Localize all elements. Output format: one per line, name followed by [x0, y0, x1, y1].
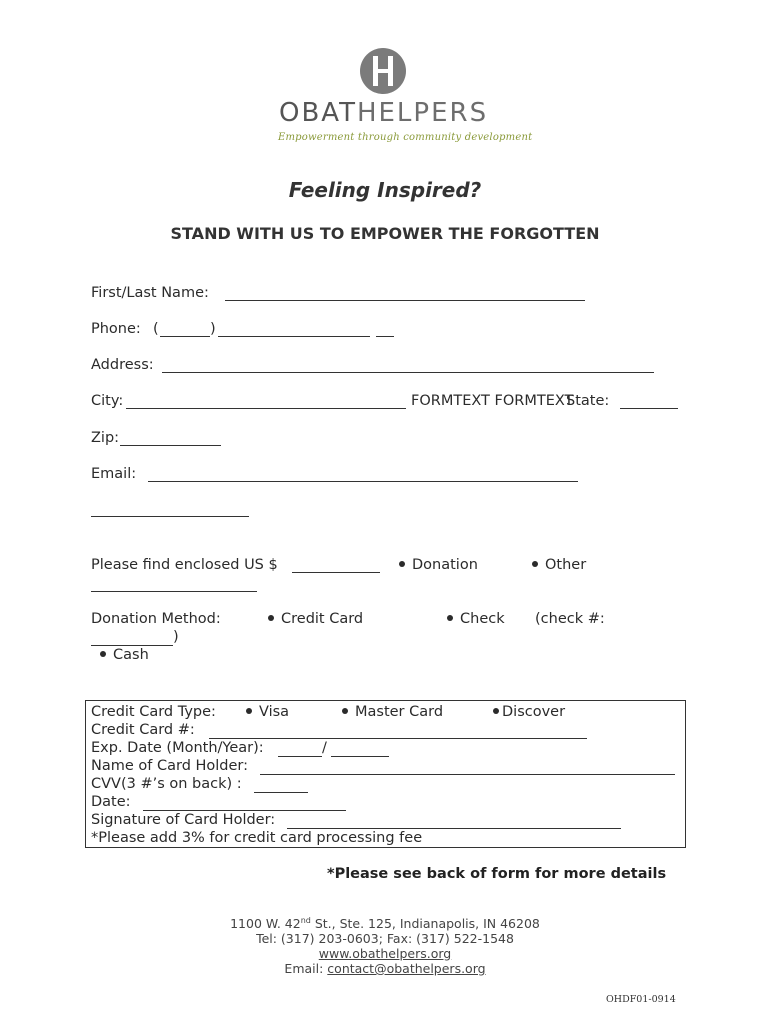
footer-email-link[interactable]: contact@obathelpers.org — [327, 961, 486, 976]
cash-option[interactable] — [100, 646, 149, 664]
other-bullet-icon — [532, 561, 538, 567]
discover-bullet-icon — [493, 708, 499, 714]
zip-field[interactable] — [120, 445, 221, 446]
phone-number-field[interactable] — [218, 336, 370, 337]
exp-year-field[interactable] — [331, 756, 389, 757]
check-option[interactable] — [447, 610, 505, 628]
visa-bullet-icon — [246, 708, 252, 714]
address-field[interactable] — [162, 372, 654, 373]
credit-card-option[interactable] — [268, 610, 363, 628]
footer-address — [0, 916, 770, 931]
footer-address-end: St., Ste. 125, Indianapolis, IN 46208 — [310, 916, 540, 932]
state-label: State: — [566, 393, 610, 409]
card-holder-label: Name of Card Holder: — [91, 758, 249, 774]
logo-brand-bold: OBAT — [279, 98, 357, 128]
logo-h-icon — [360, 48, 406, 94]
name-field[interactable] — [225, 300, 585, 301]
phone-paren-close: ) — [210, 321, 216, 337]
mastercard-option[interactable] — [342, 703, 443, 721]
discover-label: Discover — [502, 704, 566, 720]
cvv-field[interactable] — [254, 792, 308, 793]
visa-option[interactable] — [246, 703, 289, 721]
donation-bullet-icon — [399, 561, 405, 567]
form-code: OHDF01-0914 — [606, 994, 676, 1005]
phone-area-field[interactable] — [160, 336, 210, 337]
state-field[interactable] — [620, 408, 678, 409]
phone-ext-field[interactable] — [376, 336, 394, 337]
city-label: City: — [91, 393, 124, 409]
check-number-label: (check #: — [535, 611, 605, 627]
phone-label: Phone: — [91, 321, 141, 337]
credit-card-option-label: Credit Card — [281, 611, 364, 627]
footer-website-row — [0, 946, 770, 961]
check-number-close: ) — [173, 629, 179, 645]
exp-month-field[interactable] — [278, 756, 322, 757]
method-label: Donation Method: — [91, 611, 221, 627]
donation-option-label: Donation — [412, 557, 478, 573]
check-option-label: Check — [460, 611, 505, 627]
headline: Feeling Inspired? — [288, 178, 482, 202]
footer-address-start: 1100 W. 42 — [230, 916, 301, 932]
footer-address-suffix: nd — [300, 916, 311, 925]
mastercard-bullet-icon — [342, 708, 348, 714]
footer-website-link[interactable]: www.obathelpers.org — [318, 946, 452, 961]
cvv-label: CVV(3 #’s on back) : — [91, 776, 242, 792]
discover-option[interactable] — [493, 703, 565, 721]
card-type-label: Credit Card Type: — [91, 704, 216, 720]
signature-label: Signature of Card Holder: — [91, 812, 276, 828]
subheadline: STAND WITH US TO EMPOWER THE FORGOTTEN — [170, 224, 600, 243]
fee-note: *Please add 3% for credit card processing fee — [91, 830, 423, 846]
check-bullet-icon — [447, 615, 453, 621]
email-field[interactable] — [148, 481, 578, 482]
email-label: Email: — [91, 466, 137, 482]
city-form-artifact: FORMTEXT FORMTEXT — [411, 393, 574, 409]
amount-field[interactable] — [292, 572, 380, 573]
other-description-field[interactable] — [91, 591, 257, 592]
logo-tagline: Empowerment through community development — [278, 132, 533, 143]
footer-email-label: Email: — [284, 961, 328, 976]
phone-paren-open: ( — [153, 321, 159, 337]
mastercard-label: Master Card — [355, 704, 444, 720]
exp-date-label: Exp. Date (Month/Year): — [91, 740, 264, 756]
email-field-continued[interactable] — [91, 516, 249, 517]
see-back-note: *Please see back of form for more details — [327, 866, 667, 882]
name-label: First/Last Name: — [91, 285, 209, 301]
donation-option[interactable] — [399, 556, 478, 574]
footer-phone-fax: Tel: (317) 203-0603; Fax: (317) 522-1548 — [256, 931, 514, 946]
logo-brand-light: HELPERS — [356, 98, 489, 128]
card-number-label: Credit Card #: — [91, 722, 195, 738]
other-option[interactable] — [532, 556, 586, 574]
cash-option-label: Cash — [113, 647, 149, 663]
footer-email-row — [0, 961, 770, 976]
logo-wordmark — [279, 98, 488, 128]
card-holder-field[interactable] — [260, 774, 675, 775]
other-option-label: Other — [545, 557, 587, 573]
enclosed-label: Please find enclosed US $ — [91, 557, 278, 573]
card-number-field[interactable] — [209, 738, 587, 739]
zip-label: Zip: — [91, 430, 120, 446]
exp-date-separator: / — [322, 740, 327, 756]
date-label: Date: — [91, 794, 131, 810]
visa-label: Visa — [259, 704, 290, 720]
logo-mark — [360, 48, 406, 94]
city-field[interactable] — [126, 408, 406, 409]
card-type-row — [91, 703, 216, 721]
address-label: Address: — [91, 357, 154, 373]
cash-bullet-icon — [100, 651, 106, 657]
credit-card-bullet-icon — [268, 615, 274, 621]
credit-card-box — [85, 700, 686, 848]
